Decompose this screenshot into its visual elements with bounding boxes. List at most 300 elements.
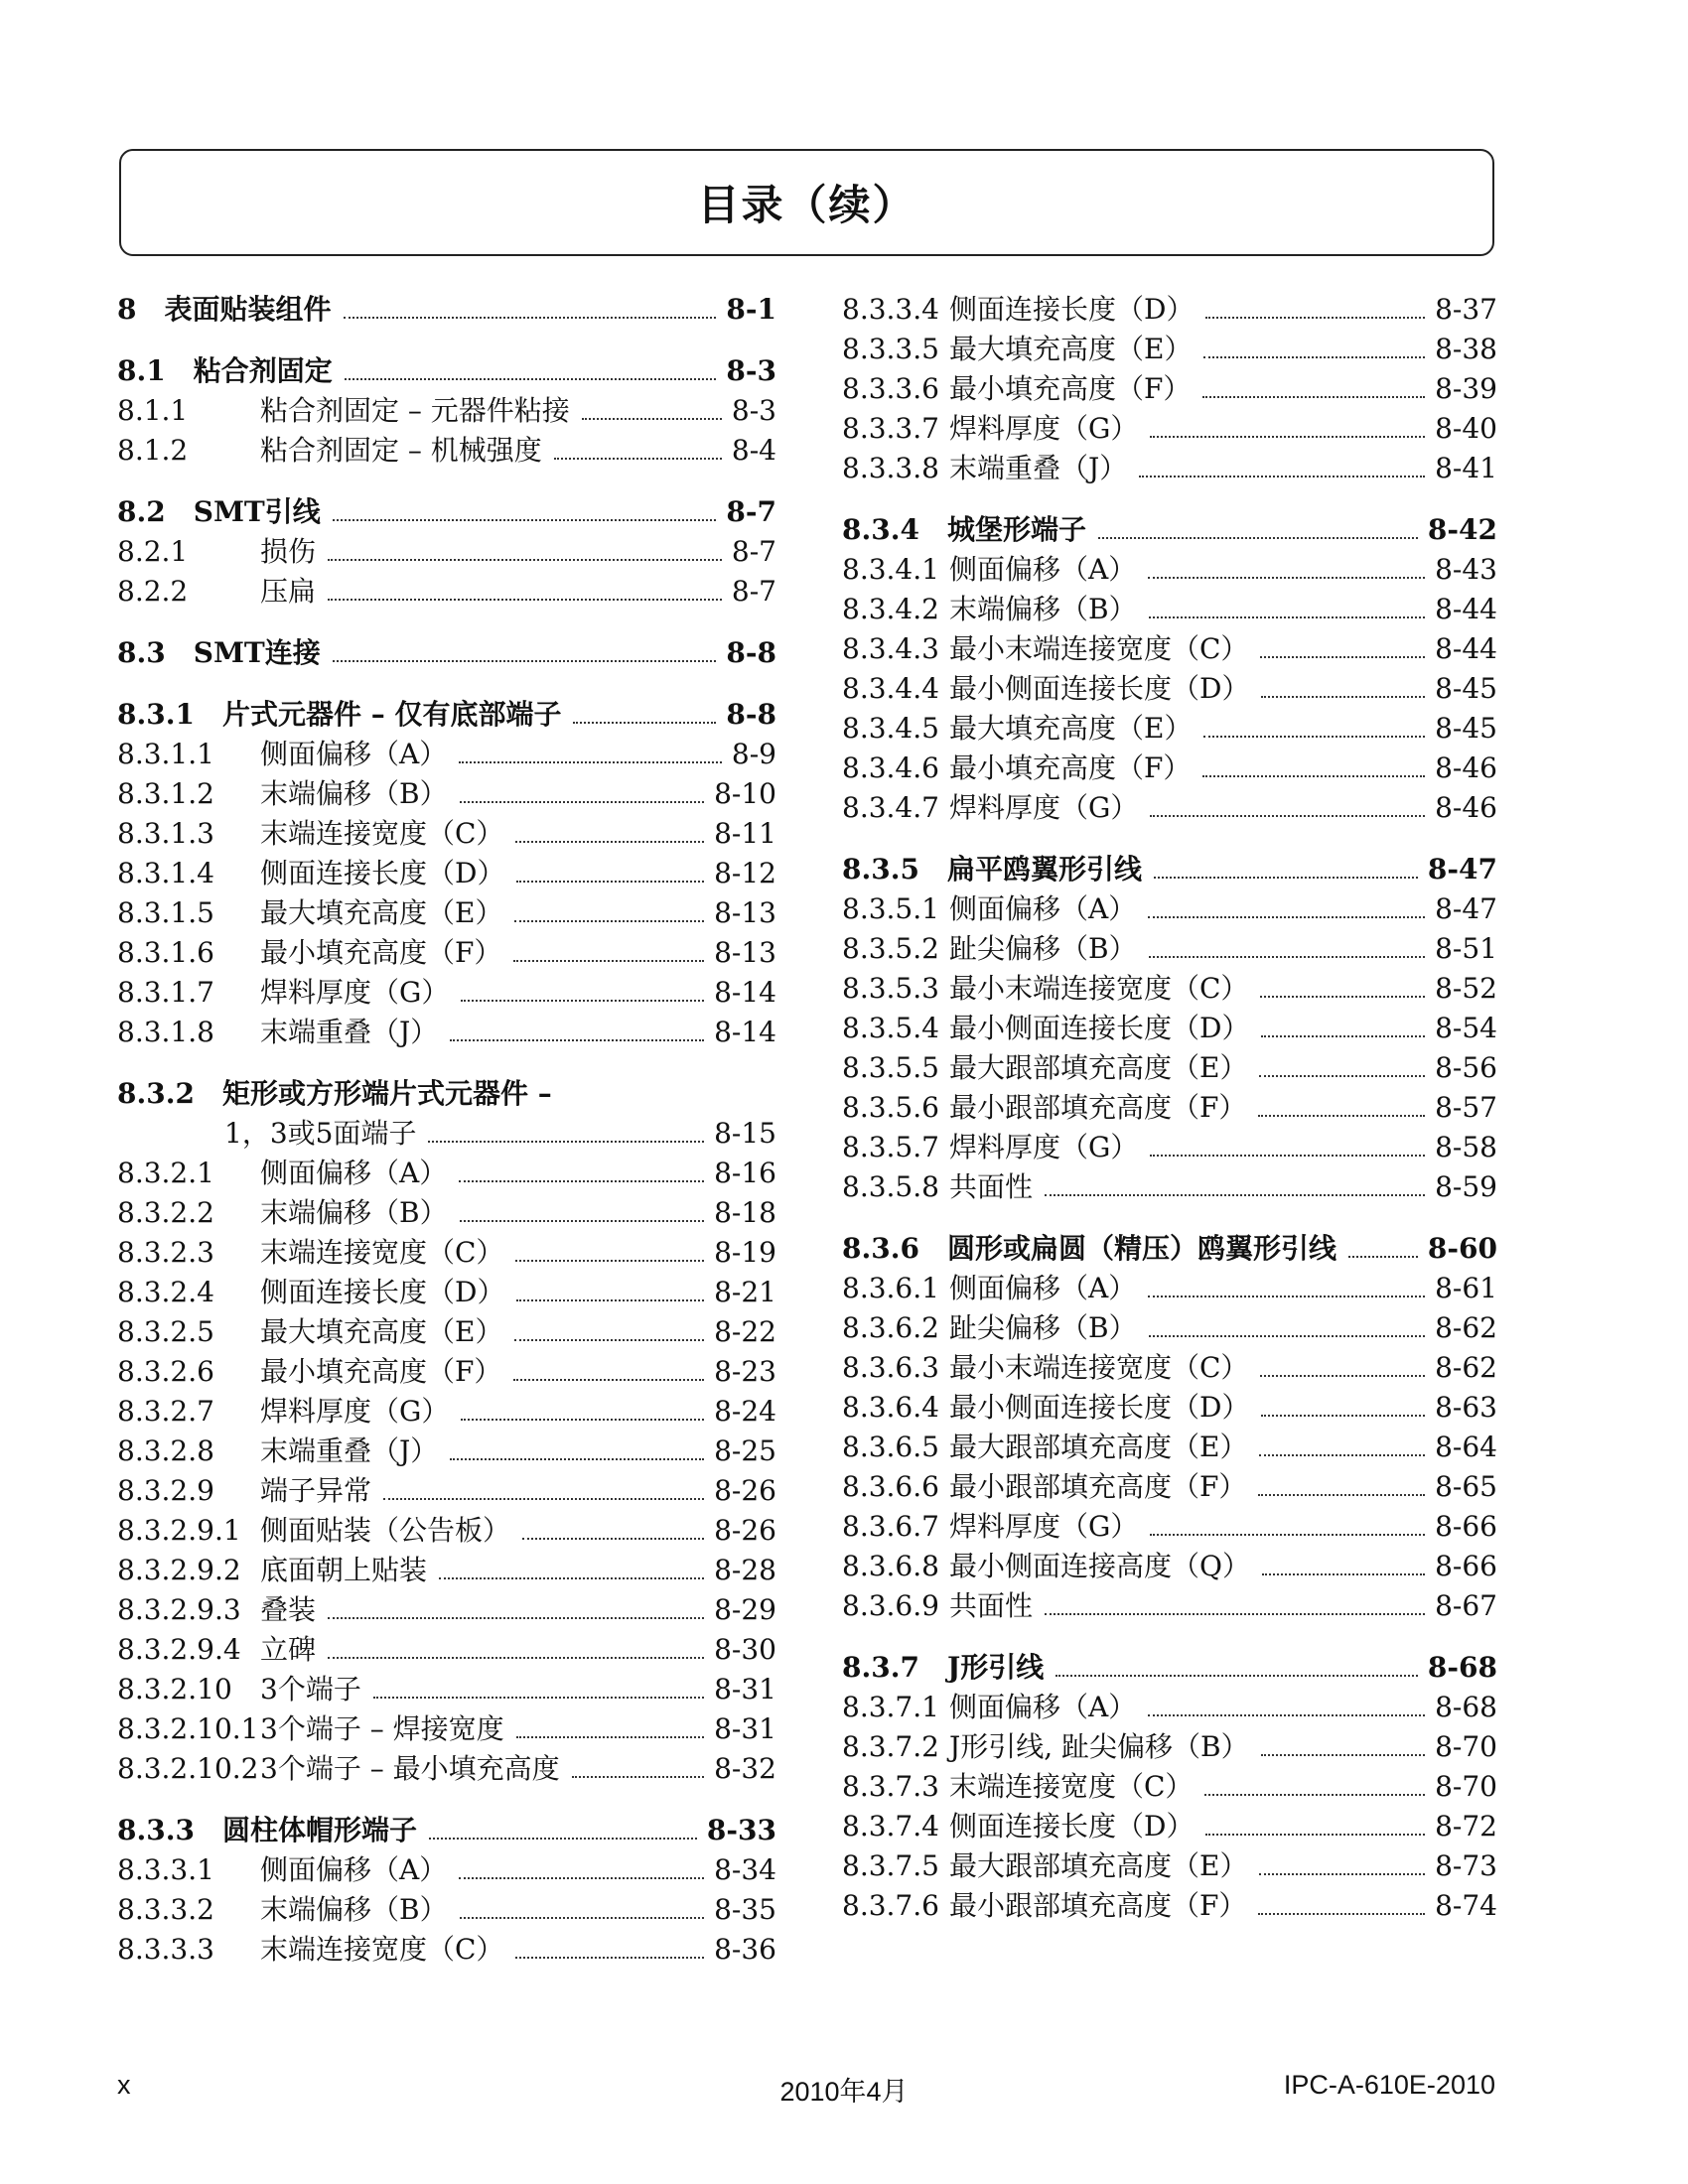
toc-entry-number: 8.3.1.5 (117, 896, 214, 929)
toc-entry-page: 8-23 (714, 1355, 776, 1388)
toc-entry-page: 8-28 (714, 1554, 776, 1586)
toc-entry[interactable] (117, 1432, 776, 1471)
toc-entry-page: 8-68 (1435, 1691, 1497, 1723)
toc-entry[interactable] (842, 290, 1497, 330)
toc-entry-title: 侧面偏移（A） (949, 1691, 1137, 1723)
toc-entry-number: 8.3.6.4 (842, 1391, 939, 1424)
toc-entry-page: 8-60 (1427, 1232, 1497, 1265)
toc-entry-title: 最小跟部填充高度（F） (949, 1470, 1247, 1503)
toc-entry-title: 侧面偏移（A） (260, 1157, 448, 1189)
toc-entry-title: 端子异常 (260, 1474, 372, 1507)
dot-leader (460, 1917, 705, 1919)
toc-entry[interactable] (842, 1807, 1497, 1846)
toc-entry-title: 侧面连接长度（D） (949, 1810, 1195, 1843)
toc-entry-page: 8-16 (714, 1157, 776, 1189)
toc-entry-number: 8.3.5.8 (842, 1170, 939, 1203)
dot-leader (1258, 1913, 1425, 1915)
toc-entry-page: 8-21 (714, 1276, 776, 1308)
toc-entry-page: 8-70 (1435, 1770, 1497, 1803)
dot-leader (515, 1957, 704, 1959)
toc-entry-title: 片式元器件 – 仅有底部端子 (221, 698, 562, 731)
toc-entry[interactable] (842, 629, 1497, 669)
toc-entry[interactable] (842, 1048, 1497, 1088)
toc-entry-title: 末端连接宽度（C） (949, 1770, 1194, 1803)
toc-entry[interactable] (117, 973, 776, 1013)
toc-entry-title: 最小填充高度（F） (949, 372, 1192, 405)
toc-entry-number: 8.3.4 (842, 513, 919, 546)
toc-entry-title: 焊料厚度（G） (949, 791, 1139, 824)
toc-entry[interactable] (117, 290, 776, 330)
toc-entry[interactable] (842, 749, 1497, 788)
toc-entry-title: 立碑 (260, 1633, 317, 1666)
toc-entry[interactable] (117, 492, 776, 532)
dot-leader (1148, 577, 1425, 579)
toc-entry-number: 8.3.6.9 (842, 1589, 939, 1622)
toc-entry[interactable] (842, 1128, 1497, 1167)
toc-entry-page: 8-26 (714, 1514, 776, 1547)
toc-entry[interactable] (117, 1154, 776, 1193)
dot-leader (1260, 1375, 1425, 1377)
toc-entry-title: 末端连接宽度（C） (260, 1933, 504, 1966)
toc-entry[interactable] (117, 431, 776, 471)
toc-entry[interactable] (117, 1013, 776, 1052)
toc-entry-page: 8-1 (726, 293, 776, 326)
toc-entry[interactable] (842, 409, 1497, 449)
toc-entry-title: 3个端子 – 焊接宽度 (260, 1712, 504, 1745)
dot-leader (522, 1538, 704, 1540)
toc-entry-page: 8-36 (714, 1933, 776, 1966)
toc-entry-page: 8-38 (1435, 333, 1497, 365)
toc-entry-page: 8-63 (1435, 1391, 1497, 1424)
toc-entry-number: 8.3.5.1 (842, 892, 939, 925)
toc-entry-number: 8.1.2 (117, 434, 189, 467)
dot-leader (328, 1617, 704, 1619)
toc-entry[interactable] (842, 550, 1497, 590)
toc-entry-title: 圆柱体帽形端子 (221, 1814, 417, 1846)
toc-entry-title: 末端连接宽度（C） (260, 1236, 504, 1269)
toc-entry[interactable] (842, 669, 1497, 709)
toc-entry[interactable] (842, 969, 1497, 1009)
toc-entry-number: 8.2 (117, 495, 166, 528)
toc-entry[interactable] (117, 1233, 776, 1273)
toc-entry[interactable] (117, 1709, 776, 1749)
toc-entry-number: 8.3.6.7 (842, 1510, 939, 1543)
toc-entry[interactable] (842, 369, 1497, 409)
toc-entry[interactable] (117, 933, 776, 973)
toc-entry-page: 8-31 (714, 1712, 776, 1745)
toc-entry-page: 8-35 (714, 1893, 776, 1926)
dot-leader (514, 1339, 704, 1341)
dot-leader (1260, 996, 1425, 998)
toc-entry[interactable] (842, 1727, 1497, 1767)
toc-entry-number: 8.3.4.7 (842, 791, 939, 824)
toc-entry-page: 8-45 (1435, 712, 1497, 745)
dot-leader (1261, 696, 1425, 698)
toc-entry[interactable] (842, 1586, 1497, 1626)
toc-entry-number: 8.3.4.3 (842, 632, 939, 665)
toc-entry-number: 8.3.6.3 (842, 1351, 939, 1384)
toc-entry-page: 8-62 (1435, 1351, 1497, 1384)
toc-entry[interactable] (117, 1890, 776, 1930)
toc-entry[interactable] (842, 850, 1497, 889)
toc-entry[interactable] (842, 1886, 1497, 1926)
dot-leader (1203, 356, 1425, 358)
toc-entry-page: 8-9 (731, 738, 776, 770)
toc-entry-page: 8-44 (1435, 632, 1497, 665)
toc-entry-page: 8-37 (1435, 293, 1497, 326)
toc-entry[interactable] (842, 1767, 1497, 1807)
toc-entry-page: 8-34 (714, 1853, 776, 1886)
dot-leader (516, 1736, 704, 1738)
toc-entry-number: 8.3.2.7 (117, 1395, 214, 1428)
toc-entry-title: 最小填充高度（F） (260, 1355, 502, 1388)
dot-leader (428, 1141, 704, 1143)
dot-leader (373, 1697, 704, 1699)
toc-entry[interactable] (842, 1269, 1497, 1308)
toc-entry[interactable] (842, 1428, 1497, 1467)
dot-leader (1149, 616, 1426, 618)
footer-doc-id: IPC-A-610E-2010 (1283, 2070, 1495, 2100)
toc-entry-title: 最大跟部填充高度（E） (949, 1051, 1248, 1084)
toc-entry-number: 8.3 (117, 636, 166, 669)
toc-entry[interactable] (842, 1167, 1497, 1207)
footer-page-number: x (117, 2070, 131, 2100)
toc-entry[interactable] (842, 1388, 1497, 1428)
toc-entry[interactable] (842, 449, 1497, 488)
toc-entry-number: 8.3.7.1 (842, 1691, 939, 1723)
title-box (119, 149, 1494, 256)
dot-leader (516, 1299, 704, 1301)
toc-entry-number: 8.3.2.9 (117, 1474, 214, 1507)
toc-entry[interactable] (117, 1511, 776, 1551)
toc-entry[interactable] (842, 1507, 1497, 1547)
toc-entry-page: 8-10 (714, 777, 776, 810)
toc-entry[interactable] (117, 854, 776, 893)
dot-leader (461, 1000, 704, 1002)
toc-entry-page: 8-46 (1435, 751, 1497, 784)
dot-leader (1348, 1256, 1418, 1258)
toc-entry-page: 8-8 (726, 698, 776, 731)
toc-entry-number: 8.1.1 (117, 394, 189, 427)
dot-leader (1202, 775, 1425, 777)
toc-entry[interactable] (842, 889, 1497, 929)
dot-leader (383, 1498, 704, 1500)
toc-entry-title: 最小侧面连接长度（D） (949, 1012, 1250, 1044)
toc-entry-title: 扁平鸥翼形引线 (946, 853, 1142, 886)
toc-entry[interactable] (117, 633, 776, 673)
dot-leader (459, 761, 722, 763)
dot-leader (1261, 1035, 1425, 1037)
toc-entry-page: 8-32 (714, 1752, 776, 1785)
toc-entry[interactable] (842, 709, 1497, 749)
toc-entry-title: 粘合剂固定 – 元器件粘接 (260, 394, 570, 427)
toc-entry-number: 8.3.3.5 (842, 333, 939, 365)
toc-entry-number: 8.3.1.3 (117, 817, 214, 850)
dot-leader (514, 920, 704, 922)
toc-entry-page: 8-45 (1435, 672, 1497, 705)
toc-entry[interactable] (842, 330, 1497, 369)
toc-entry-number: 8.3.5.3 (842, 972, 939, 1005)
toc-entry-title: 焊料厚度（G） (949, 1131, 1139, 1163)
toc-entry-title: 损伤 (260, 535, 317, 568)
toc-entry-page: 8-44 (1435, 593, 1497, 625)
dot-leader (459, 1877, 704, 1879)
toc-entry[interactable] (117, 1114, 776, 1154)
dot-leader (450, 1039, 704, 1041)
toc-entry-title: 末端偏移（B） (260, 1196, 448, 1229)
toc-entry-number: 8.3.3.8 (842, 452, 939, 484)
toc-entry-page: 8-29 (714, 1593, 776, 1626)
toc-entry-page: 8-47 (1435, 892, 1497, 925)
dot-leader (573, 722, 716, 724)
toc-entry-title: 趾尖偏移（B） (949, 932, 1137, 965)
toc-entry-title: 最大填充高度（E） (949, 333, 1193, 365)
toc-entry-title: 侧面连接长度（D） (260, 1276, 505, 1308)
dot-leader (1149, 1335, 1426, 1337)
toc-entry-title: 最大填充高度（E） (260, 896, 503, 929)
dot-leader (513, 960, 704, 962)
dot-leader (1205, 317, 1425, 319)
toc-entry[interactable] (842, 1467, 1497, 1507)
toc-entry-number: 8.3.2.2 (117, 1196, 214, 1229)
toc-entry[interactable] (117, 893, 776, 933)
toc-entry-number: 8.3.2.10 (117, 1673, 232, 1706)
toc-entry[interactable] (842, 929, 1497, 969)
toc-entry[interactable] (117, 532, 776, 572)
toc-entry[interactable] (117, 814, 776, 854)
toc-entry-page: 8-57 (1435, 1091, 1497, 1124)
toc-entry[interactable] (117, 1471, 776, 1511)
toc-entry-number: 8.3.5.4 (842, 1012, 939, 1044)
toc-entry-page: 8-56 (1435, 1051, 1497, 1084)
toc-entry-page: 8-66 (1435, 1510, 1497, 1543)
toc-entry-number: 8.3.6.5 (842, 1431, 939, 1463)
toc-entry-page: 8-3 (731, 394, 776, 427)
dot-leader (1203, 736, 1425, 738)
dot-leader (461, 1419, 704, 1421)
toc-entry-page: 8-51 (1435, 932, 1497, 965)
toc-entry[interactable] (117, 735, 776, 774)
toc-entry-page: 8-15 (714, 1117, 776, 1150)
toc-entry-number: 8.3.4.4 (842, 672, 939, 705)
toc-entry[interactable] (117, 1930, 776, 1970)
toc-entry-page: 8-46 (1435, 791, 1497, 824)
toc-entry-number: 8.3.2.3 (117, 1236, 214, 1269)
toc-entry-page: 8-73 (1435, 1849, 1497, 1882)
toc-entry-title: 末端重叠（J） (949, 452, 1128, 484)
toc-entry-title: 侧面偏移（A） (260, 738, 448, 770)
toc-entry[interactable] (117, 1749, 776, 1789)
toc-entry[interactable] (117, 1811, 776, 1850)
toc-entry[interactable] (842, 1547, 1497, 1586)
toc-entry[interactable] (842, 1648, 1497, 1688)
toc-entry-page: 8-52 (1435, 972, 1497, 1005)
toc-entry-number: 8.2.2 (117, 575, 189, 608)
toc-entry[interactable] (842, 1088, 1497, 1128)
toc-entry-number: 8.3.1.7 (117, 976, 214, 1009)
dot-leader (460, 1220, 705, 1222)
dot-leader (1150, 436, 1425, 438)
dot-leader (333, 660, 717, 662)
toc-entry-page: 8-12 (714, 857, 776, 889)
toc-entry-number: 8.3.3.2 (117, 1893, 214, 1926)
toc-entry[interactable] (117, 391, 776, 431)
toc-entry-title: 压扁 (260, 575, 317, 608)
toc-entry-title: 末端重叠（J） (260, 1434, 439, 1467)
toc-entry-page: 8-25 (714, 1434, 776, 1467)
toc-entry-title: 粘合剂固定 (193, 354, 333, 387)
toc-entry-title: 底面朝上贴装 (260, 1554, 428, 1586)
toc-entry-page: 8-72 (1435, 1810, 1497, 1843)
toc-entry-number: 8.3.4.2 (842, 593, 939, 625)
toc-entry-number: 8.3.3.4 (842, 293, 939, 326)
toc-entry-number: 8.3.2.10.2 (117, 1752, 259, 1785)
dot-leader (1259, 1873, 1425, 1875)
dot-leader (515, 841, 704, 843)
toc-entry-title: 焊料厚度（G） (260, 976, 450, 1009)
toc-entry-page: 8-31 (714, 1673, 776, 1706)
toc-entry-title: 侧面连接长度（D） (949, 293, 1195, 326)
toc-entry[interactable] (117, 1312, 776, 1352)
toc-entry-page: 8-62 (1435, 1311, 1497, 1344)
toc-entry-title: 末端偏移（B） (260, 777, 448, 810)
dot-leader (1148, 1714, 1425, 1716)
toc-entry-title: 侧面偏移（A） (949, 892, 1137, 925)
dot-leader (1098, 537, 1418, 539)
toc-entry-number: 8.3.4.1 (842, 553, 939, 586)
dot-leader (1259, 1454, 1425, 1456)
toc-entry-page: 8-65 (1435, 1470, 1497, 1503)
toc-entry[interactable] (842, 510, 1497, 550)
dot-leader (1205, 1834, 1425, 1836)
toc-entry[interactable] (117, 1630, 776, 1670)
toc-entry[interactable] (842, 788, 1497, 828)
toc-entry-title: 最小跟部填充高度（F） (949, 1889, 1247, 1922)
toc-entry-page: 8-7 (726, 495, 776, 528)
toc-entry-title: 最小侧面连接长度（D） (949, 1391, 1250, 1424)
toc-entry[interactable] (117, 1590, 776, 1630)
toc-entry[interactable] (842, 590, 1497, 629)
toc-entry-page: 8-59 (1435, 1170, 1497, 1203)
toc-entry[interactable] (117, 1392, 776, 1432)
toc-entry-page: 8-4 (731, 434, 776, 467)
toc-entry-number: 8.3.3 (117, 1814, 195, 1846)
dot-leader (1045, 1613, 1425, 1615)
toc-entry-page: 8-13 (714, 896, 776, 929)
toc-entry-number: 8.3.2.9.3 (117, 1593, 241, 1626)
toc-column-left (117, 290, 776, 1970)
dot-leader (429, 1838, 697, 1840)
toc-entry-number: 8.3.3.3 (117, 1933, 214, 1966)
toc-entry[interactable] (842, 1688, 1497, 1727)
toc-entry-number: 8.3.1.4 (117, 857, 214, 889)
toc-entry-page: 8-39 (1435, 372, 1497, 405)
toc-entry[interactable] (117, 1193, 776, 1233)
toc-entry-page: 8-66 (1435, 1550, 1497, 1582)
toc-entry[interactable] (117, 572, 776, 612)
dot-leader (1262, 1573, 1425, 1575)
toc-entry-title: 最小末端连接宽度（C） (949, 632, 1249, 665)
toc-entry-number: 8.3.6.8 (842, 1550, 939, 1582)
dot-leader (450, 1458, 704, 1460)
toc-entry-number: 8.3.5.5 (842, 1051, 939, 1084)
toc-entry[interactable] (117, 1352, 776, 1392)
toc-entry-number: 8.3.6.1 (842, 1272, 939, 1304)
toc-entry-title: 圆形或扁圆（精压）鸥翼形引线 (946, 1232, 1336, 1265)
toc-entry[interactable] (117, 774, 776, 814)
toc-entry-number: 8.3.5 (842, 853, 919, 886)
toc-entry-page: 8-7 (731, 575, 776, 608)
dot-leader (1258, 1115, 1425, 1117)
toc-entry-number: 8.3.7.5 (842, 1849, 939, 1882)
dot-leader (1150, 1534, 1425, 1536)
toc-entry-page: 8-47 (1427, 853, 1497, 886)
dot-leader (515, 1260, 704, 1262)
toc-entry-number: 8.3.7.4 (842, 1810, 939, 1843)
toc-entry-number: 8.3.1.1 (117, 738, 214, 770)
toc-entry[interactable] (117, 1670, 776, 1709)
toc-entry-title: 最大填充高度（E） (949, 712, 1193, 745)
toc-entry-number: 8.3.2.6 (117, 1355, 214, 1388)
toc-entry[interactable] (842, 1348, 1497, 1388)
toc-entry-page: 8-24 (714, 1395, 776, 1428)
toc-entry-title: J形引线 (946, 1651, 1045, 1684)
dot-leader (333, 519, 717, 521)
toc-entry-page: 8-70 (1435, 1730, 1497, 1763)
toc-entry[interactable] (842, 1846, 1497, 1886)
toc-entry-title: J形引线, 趾尖偏移（B） (949, 1730, 1249, 1763)
toc-entry-title: 表面贴装组件 (164, 293, 332, 326)
toc-entry[interactable] (117, 1551, 776, 1590)
dot-leader (459, 1180, 704, 1182)
dot-leader (1259, 1075, 1425, 1077)
toc-entry-number: 8.3.2.1 (117, 1157, 214, 1189)
toc-entry-number: 8.1 (117, 354, 166, 387)
toc-entry-page: 8-7 (731, 535, 776, 568)
toc-entry-title: 3个端子 (260, 1673, 361, 1706)
toc-entry-title: 3个端子 – 最小填充高度 (260, 1752, 560, 1785)
toc-entry[interactable] (117, 1273, 776, 1312)
dot-leader (328, 559, 722, 561)
dot-leader (1261, 1415, 1425, 1417)
dot-leader (328, 599, 722, 601)
toc-entry-page: 8-18 (714, 1196, 776, 1229)
toc-entry[interactable] (842, 1229, 1497, 1269)
toc-entry-number: 8.3.2 (117, 1077, 195, 1110)
toc-entry-number: 8.3.2.8 (117, 1434, 214, 1467)
toc-entry-title: 末端连接宽度（C） (260, 817, 504, 850)
dot-leader (572, 1776, 704, 1778)
toc-entry[interactable] (117, 1850, 776, 1890)
toc-entry-number: 8.3.1.6 (117, 936, 214, 969)
toc-entry[interactable] (117, 695, 776, 735)
toc-entry-number: 8.3.5.7 (842, 1131, 939, 1163)
toc-entry[interactable] (842, 1308, 1497, 1348)
dot-leader (1150, 815, 1425, 817)
toc-entry-title: 侧面偏移（A） (949, 1272, 1137, 1304)
dot-leader (439, 1577, 704, 1579)
toc-entry[interactable] (842, 1009, 1497, 1048)
toc-entry-page: 8-14 (714, 976, 776, 1009)
toc-entry[interactable] (117, 351, 776, 391)
toc-entry-title: 共面性 (949, 1589, 1034, 1622)
toc-entry-title: 焊料厚度（G） (260, 1395, 450, 1428)
toc-entry-title: 粘合剂固定 – 机械强度 (260, 434, 542, 467)
toc-entry-title: 最小末端连接宽度（C） (949, 1351, 1249, 1384)
toc-entry-title: 焊料厚度（G） (949, 1510, 1139, 1543)
toc-entry[interactable] (117, 1074, 776, 1114)
toc-entry-number: 8.3.5.2 (842, 932, 939, 965)
